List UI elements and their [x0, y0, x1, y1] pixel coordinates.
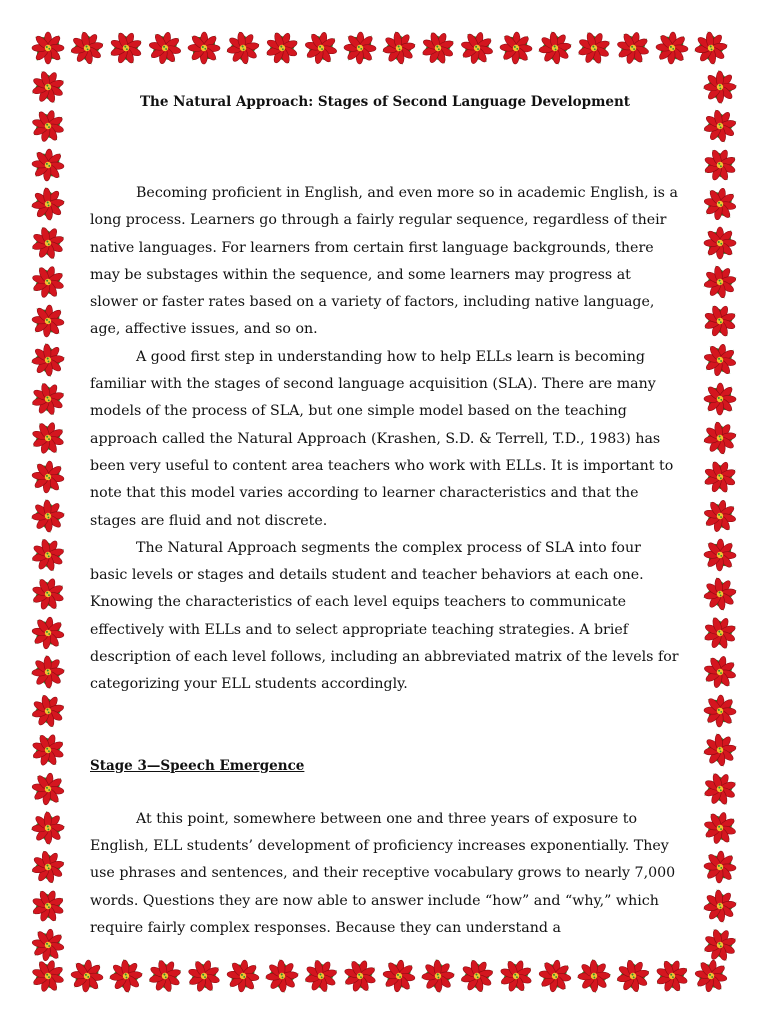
poinsettia-icon — [611, 954, 655, 998]
poinsettia-icon — [537, 958, 574, 995]
poinsettia-icon — [699, 612, 742, 655]
poinsettia-icon — [377, 26, 422, 71]
poinsettia-icon — [29, 926, 66, 963]
poinsettia-icon — [698, 884, 743, 929]
poinsettia-icon — [32, 32, 64, 64]
poinsettia-icon — [25, 337, 70, 382]
poinsettia-icon — [700, 808, 739, 847]
poinsettia-icon — [25, 493, 70, 538]
poinsettia-icon — [184, 956, 224, 996]
poinsettia-icon — [701, 653, 740, 692]
poinsettia-icon — [698, 104, 742, 148]
poinsettia-icon — [701, 341, 739, 379]
poinsettia-icon — [188, 32, 221, 65]
document-page — [90, 90, 680, 942]
poinsettia-icon — [25, 649, 70, 694]
poinsettia-icon — [25, 181, 70, 226]
poinsettia-icon — [30, 615, 66, 651]
poinsettia-icon — [30, 771, 67, 808]
poinsettia-icon — [69, 958, 104, 993]
poinsettia-icon — [698, 923, 741, 966]
poinsettia-icon — [699, 300, 741, 342]
poinsettia-icon — [613, 28, 652, 67]
poinsettia-icon — [701, 497, 739, 535]
poinsettia-icon — [302, 29, 340, 67]
paragraph-2: A good first step in understanding how to help ELLs learn is becoming familiar with the stages of second language acquisition (SLA). There are many models of the process of SLA, but one simple model based on the teaching approach called the Natural Approach (Krashen, S.D. & Terrell, T.D., 1983) has been very useful to content area teachers who work with ELLs. It is important to note that this model varies according to learner characteristics and that the stages are fluid and not discrete. — [90, 348, 674, 529]
intro-section — [90, 180, 680, 699]
poinsettia-icon — [699, 456, 741, 498]
poinsettia-icon — [143, 954, 187, 998]
poinsettia-icon — [495, 955, 536, 996]
poinsettia-icon — [698, 260, 742, 304]
poinsettia-icon — [381, 958, 417, 994]
poinsettia-icon — [27, 729, 68, 770]
poinsettia-icon — [31, 148, 66, 183]
paragraph-3: The Natural Approach segments the complex process of SLA into four basic levels or stages and details student and teacher behaviors at each one. Knowing the characteristics of each level equips teachers to communicate effectively with ELLs and to select appropriate teaching strategies. A brief description of each level follows, including an abbreviated matrix of the levels for categorizing your ELL students accordingly. — [90, 539, 679, 693]
poinsettia-icon — [573, 27, 616, 70]
poinsettia-icon — [28, 262, 68, 302]
poinsettia-icon — [28, 418, 68, 458]
poinsettia-icon — [698, 416, 743, 461]
poinsettia-icon — [704, 383, 737, 416]
poinsettia-icon — [105, 27, 147, 69]
poinsettia-icon — [689, 26, 734, 71]
document-title: The Natural Approach: Stages of Second Language Development — [139, 94, 630, 110]
poinsettia-icon — [146, 29, 184, 67]
stage-paragraph: At this point, somewhere between one and three years of exposure to English, ELL students’ development of proficiency increases exponentially. They use phrases and sentences, and their receptive vocabulary grows to nearly 7,000 words. Questions they are now able to answer include “how” and “why,” which require fairly complex responses. Because they can understand a — [90, 810, 676, 936]
poinsettia-icon — [299, 954, 343, 998]
poinsettia-icon — [26, 533, 70, 577]
poinsettia-icon — [698, 572, 743, 617]
poinsettia-icon — [221, 26, 266, 71]
poinsettia-icon — [703, 694, 737, 728]
poinsettia-icon — [571, 953, 616, 998]
poinsettia-icon — [455, 954, 499, 998]
poinsettia-icon — [698, 728, 743, 773]
poinsettia-icon — [261, 27, 303, 69]
poinsettia-icon — [27, 885, 68, 926]
poinsettia-icon — [225, 958, 261, 994]
poinsettia-icon — [25, 805, 70, 850]
poinsettia-icon — [699, 144, 741, 186]
poinsettia-icon — [651, 955, 692, 996]
poinsettia-icon — [26, 221, 69, 264]
poinsettia-icon — [26, 689, 70, 733]
poinsettia-icon — [417, 27, 460, 70]
poinsettia-icon — [26, 65, 69, 108]
poinsettia-icon — [28, 956, 68, 996]
poinsettia-icon — [28, 574, 69, 615]
poinsettia-icon — [259, 953, 304, 998]
poinsettia-icon — [699, 768, 742, 811]
poinsettia-icon — [701, 185, 739, 223]
poinsettia-icon — [703, 538, 736, 571]
poinsettia-icon — [26, 377, 70, 421]
poinsettia-icon — [697, 64, 742, 109]
poinsettia-icon — [704, 227, 736, 259]
poinsettia-icon — [30, 459, 66, 495]
poinsettia-icon — [692, 957, 729, 994]
poinsettia-icon — [499, 31, 533, 65]
poinsettia-icon — [340, 956, 381, 997]
poinsettia-icon — [28, 106, 68, 146]
poinsettia-icon — [655, 31, 689, 65]
poinsettia-icon — [343, 31, 376, 64]
poinsettia-icon — [30, 303, 65, 338]
poinsettia-icon — [415, 953, 460, 998]
poinsettia-icon — [458, 29, 497, 68]
poinsettia-icon — [65, 26, 109, 70]
poinsettia-icon — [103, 953, 148, 998]
poinsettia-icon — [703, 850, 737, 884]
stage-heading: Stage 3—Speech Emergence — [90, 757, 305, 774]
paragraph-1: Becoming proficient in English, and even more so in academic English, is a long process. Learners go through a fairly regular sequence, regardless of their native languages. For learners from certain first language backgrounds, there may be substages within the sequence, and some learners may progress at slower or faster rates based on a variety of factors, including native language, age, affective issues, and so on. — [90, 185, 678, 338]
poinsettia-icon — [533, 26, 578, 71]
poinsettia-icon — [26, 845, 70, 889]
